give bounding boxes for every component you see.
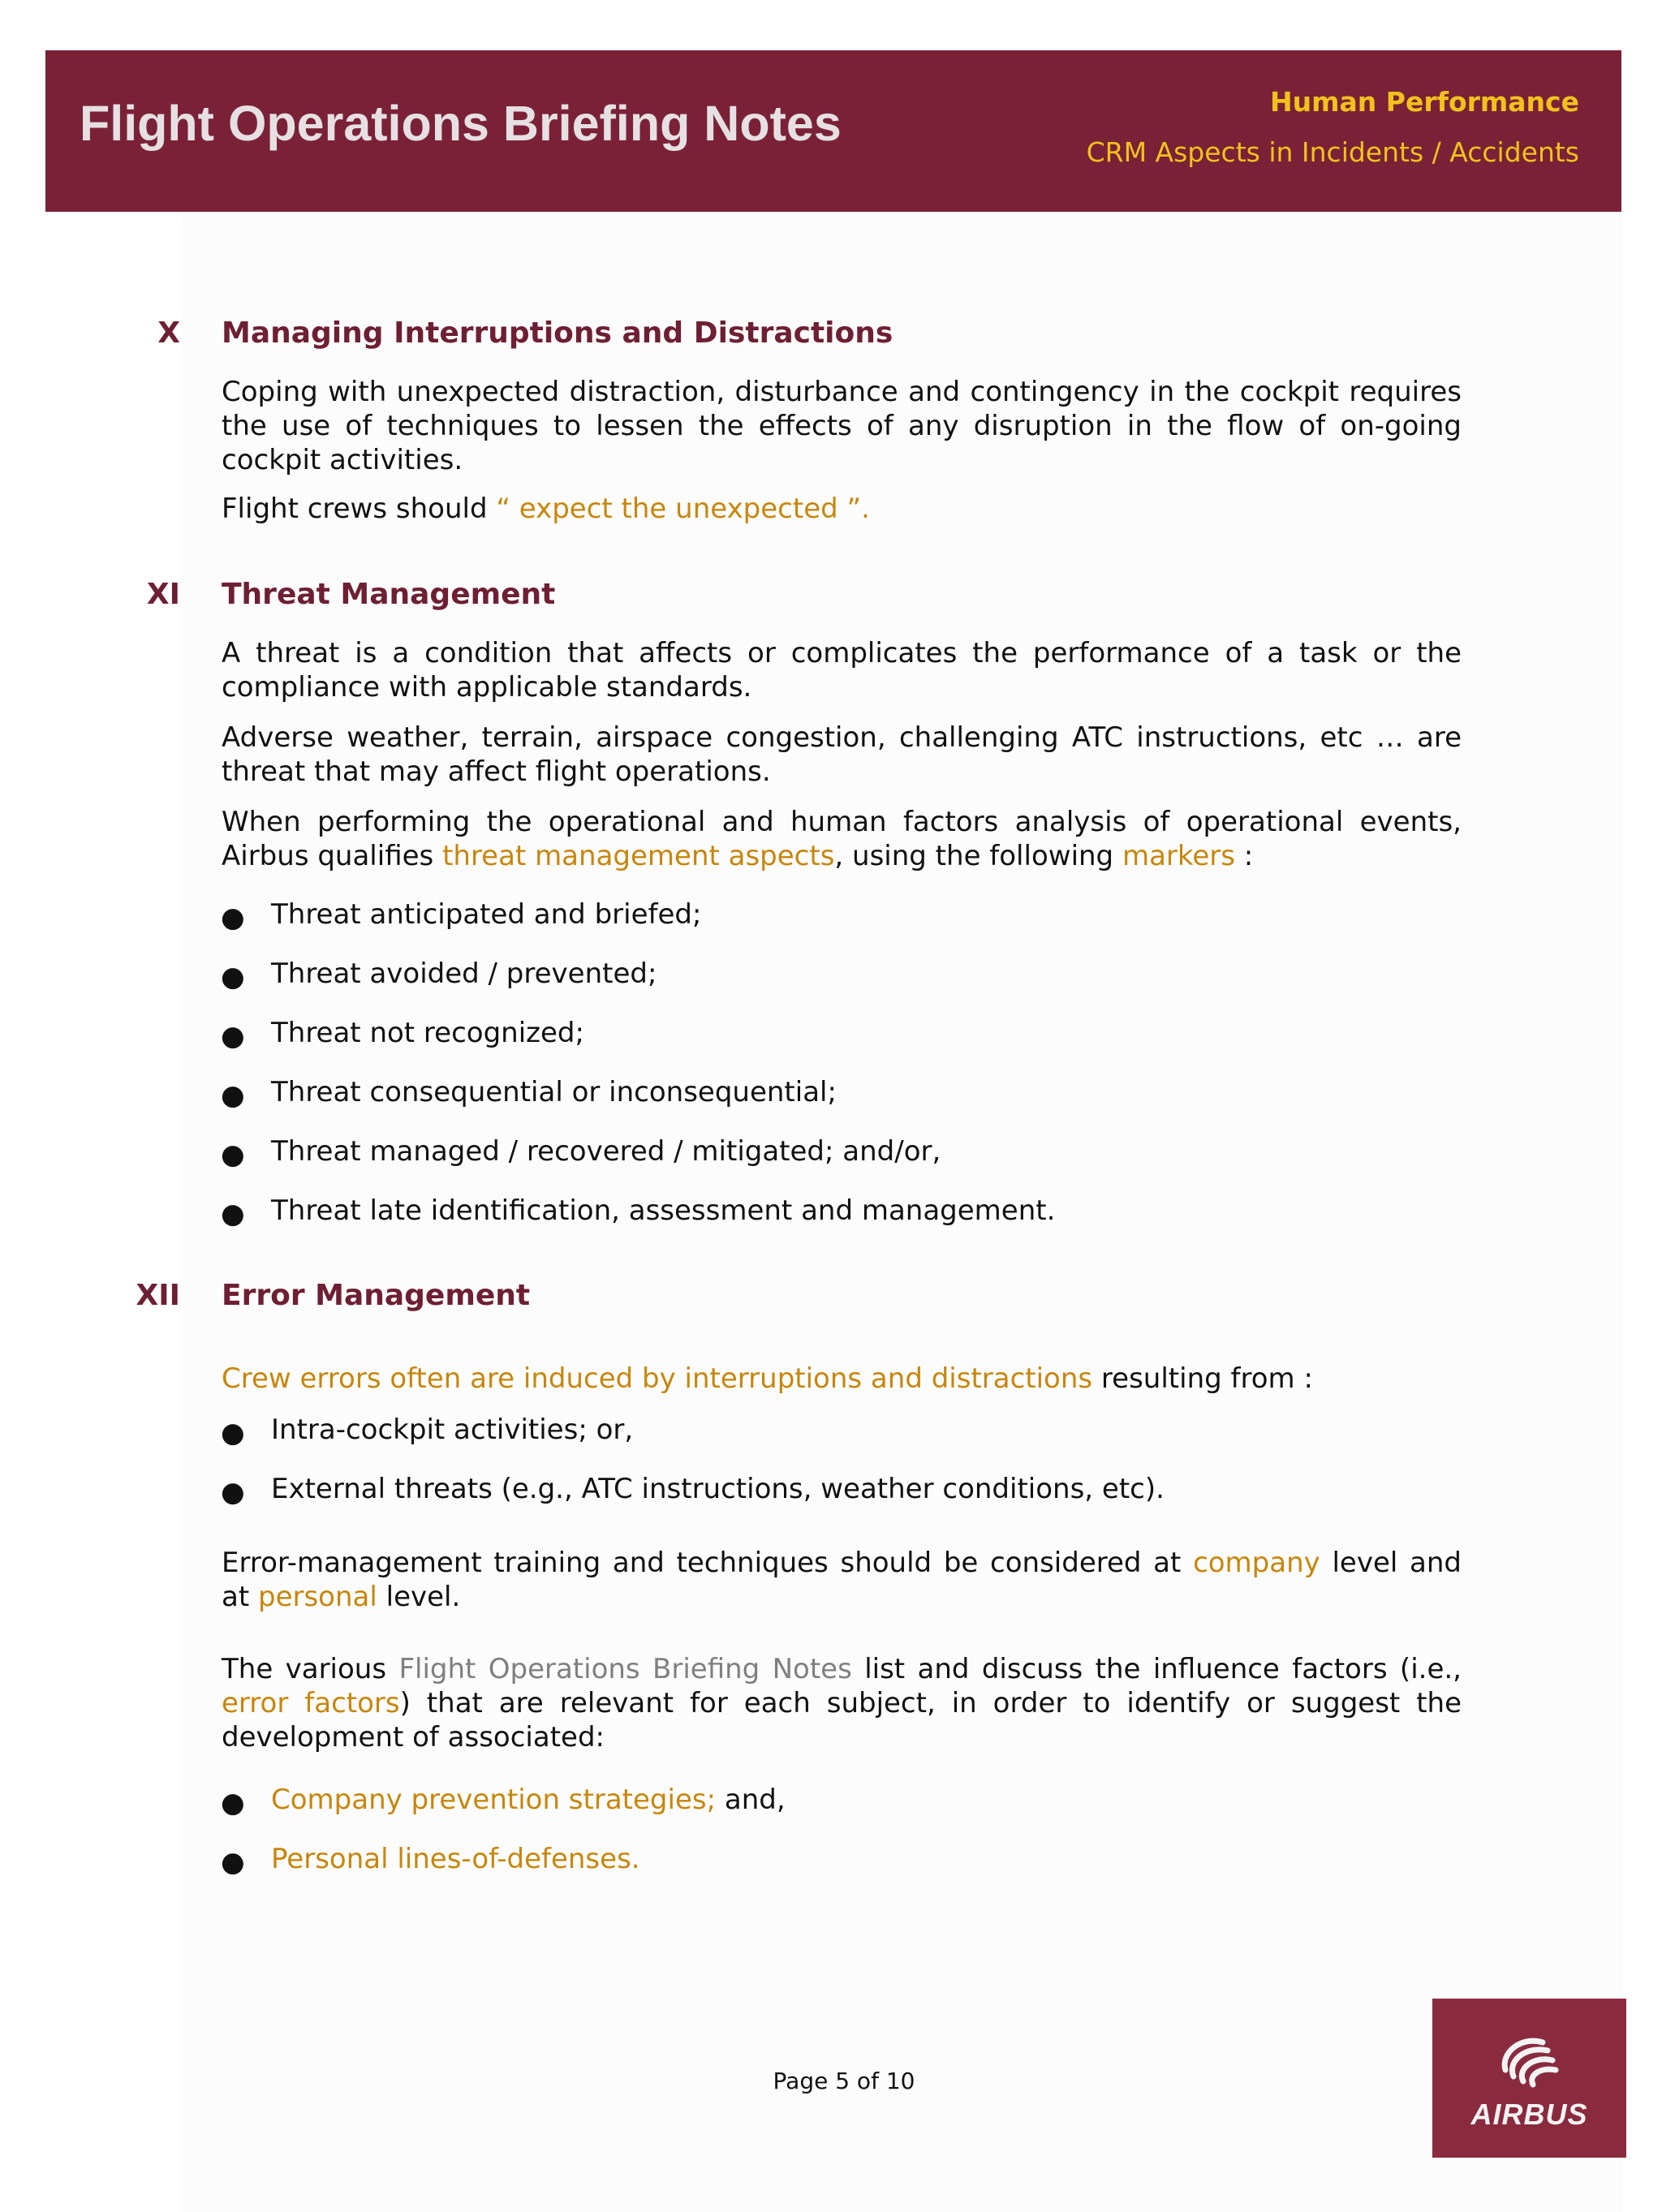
list-item: Threat anticipated and briefed;	[271, 898, 702, 931]
logo-wordmark: AIRBUS	[1470, 2098, 1588, 2131]
section-xi-paragraph-3: When performing the operational and human factors analysis of operational events, Airbus qualifies threat management aspects, using the following markers :	[222, 806, 1462, 872]
list-item: Personal lines-of-defenses.	[271, 1843, 640, 1875]
list-item: Intra-cockpit activities; or,	[271, 1414, 634, 1446]
bullet-dot: ●	[221, 1198, 245, 1230]
section-number-x: X	[157, 316, 180, 350]
section-x-paragraph-2: Flight crews should “ expect the unexpected ”.	[222, 493, 870, 525]
list-item: Threat not recognized;	[271, 1017, 584, 1049]
section-xii-paragraph-2: Error-management training and techniques should be considered at company level and at personal level.	[222, 1547, 1462, 1613]
page-number: Page 5 of 10	[773, 2068, 915, 2094]
section-xii-paragraph-3: The various Flight Operations Briefing Notes list and discuss the influence factors (i.e., error factors) that are relevant for each subject, in order to identify or suggest the development of associated:	[222, 1653, 1462, 1754]
bullet-dot: ●	[221, 902, 245, 934]
list-item: External threats (e.g., ATC instructions, weather conditions, etc).	[271, 1473, 1165, 1505]
bullet-dot: ●	[221, 1787, 245, 1819]
section-title-xi: Threat Management	[222, 578, 556, 611]
section-xii-paragraph-1: Crew errors often are induced by interruptions and distractions resulting from :	[222, 1362, 1313, 1395]
list-item: Threat avoided / prevented;	[271, 958, 657, 990]
list-item: Threat managed / recovered / mitigated; and/or,	[271, 1135, 941, 1168]
section-number-xi: XI	[146, 578, 180, 611]
bullet-dot: ●	[221, 1417, 245, 1449]
bullet-dot: ●	[221, 1476, 245, 1508]
header-topic: Human Performance	[1270, 86, 1579, 118]
page-header	[45, 50, 1621, 212]
section-xi-paragraph-1: A threat is a condition that affects or complicates the performance of a task or the compliance with applicable standards.	[222, 637, 1462, 704]
bullet-dot: ●	[221, 961, 245, 993]
airbus-logo	[1432, 1999, 1626, 2158]
section-number-xii: XII	[136, 1279, 180, 1312]
bullet-dot: ●	[221, 1079, 245, 1112]
bullet-dot: ●	[221, 1846, 245, 1878]
document-title: Flight Operations Briefing Notes	[80, 96, 842, 151]
bullet-dot: ●	[221, 1138, 245, 1171]
list-item: Threat consequential or inconsequential;	[271, 1076, 837, 1108]
header-subtopic: CRM Aspects in Incidents / Accidents	[1086, 136, 1579, 168]
airbus-swirl-icon	[1489, 2028, 1570, 2093]
section-x-paragraph-1: Coping with unexpected distraction, disturbance and contingency in the cockpit requires the use of techniques to lessen the effects of any disruption in the flow of on-going cockpit activities.	[222, 376, 1462, 476]
section-title-x: Managing Interruptions and Distractions	[222, 316, 893, 350]
section-title-xii: Error Management	[222, 1279, 531, 1312]
bullet-dot: ●	[221, 1020, 245, 1052]
section-xi-paragraph-2: Adverse weather, terrain, airspace congestion, challenging ATC instructions, etc … are threat that may affect flight operations.	[222, 721, 1462, 788]
list-item: Threat late identification, assessment and management.	[271, 1194, 1056, 1227]
list-item: Company prevention strategies; and,	[271, 1784, 786, 1816]
